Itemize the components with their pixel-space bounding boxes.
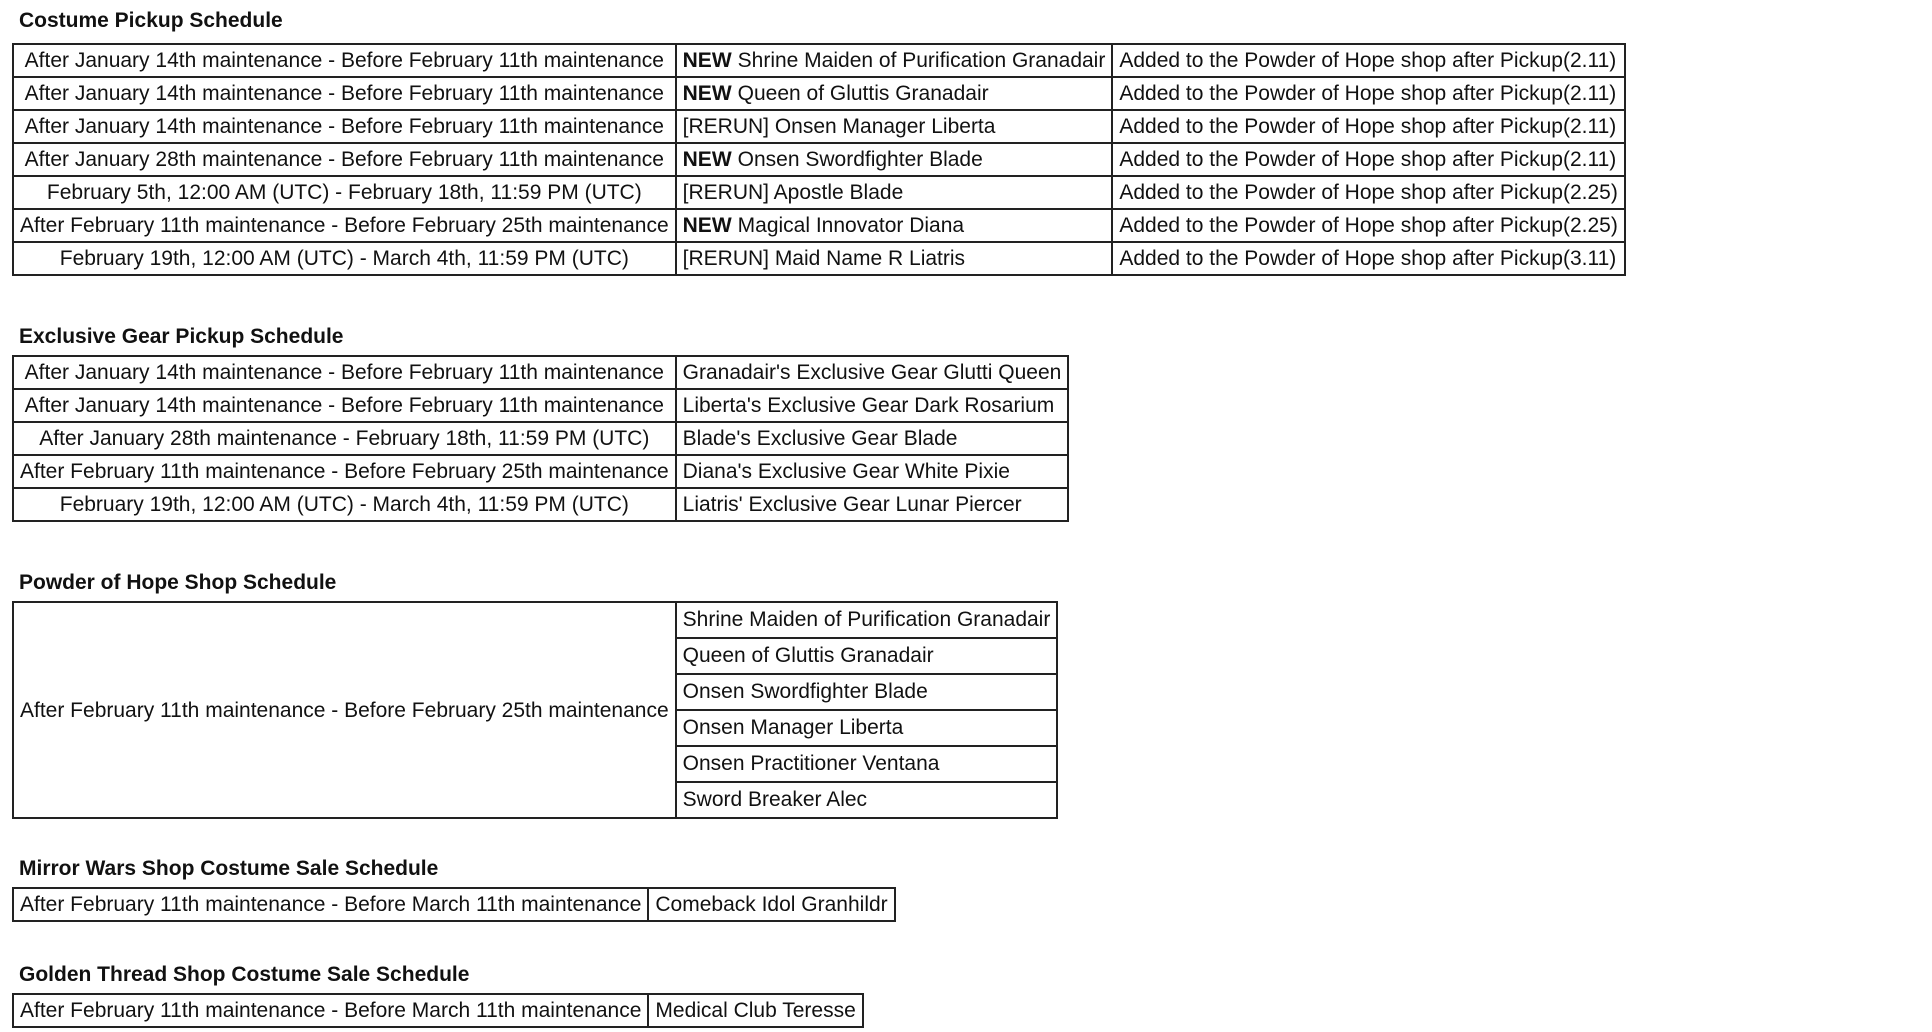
costume-name-cell — [676, 77, 1113, 110]
gear-name-cell: Liberta's Exclusive Gear Dark Rosarium — [676, 389, 1069, 422]
note-cell: Added to the Powder of Hope shop after Pickup(2.25) — [1112, 209, 1624, 242]
table-row — [13, 602, 1057, 638]
note-cell: Added to the Powder of Hope shop after Pickup(2.11) — [1112, 44, 1624, 77]
costume-name: [RERUN] Maid Name R Liatris — [682, 247, 966, 270]
period-cell: After January 14th maintenance - Before February 11th maintenance — [13, 44, 676, 77]
costume-name-cell — [676, 110, 1113, 143]
section-title: Costume Pickup Schedule — [19, 9, 283, 32]
table-row — [13, 176, 1625, 209]
costume-name-cell — [676, 176, 1113, 209]
costume-name-cell — [676, 143, 1113, 176]
period-cell: After January 14th maintenance - Before February 11th maintenance — [13, 389, 676, 422]
note-cell: Added to the Powder of Hope shop after Pickup(2.25) — [1112, 176, 1624, 209]
table-row — [13, 422, 1068, 455]
period-cell: After January 28th maintenance - February 18th, 11:59 PM (UTC) — [13, 422, 676, 455]
mirror-wars-table — [12, 887, 896, 922]
costume-name: [RERUN] Apostle Blade — [682, 181, 904, 204]
period-cell: After February 11th maintenance - Before March 11th maintenance — [13, 888, 648, 921]
costume-name: [RERUN] Onsen Manager Liberta — [682, 115, 996, 138]
table-row — [13, 488, 1068, 521]
gear-name-cell: Granadair's Exclusive Gear Glutti Queen — [676, 356, 1069, 389]
gear-pickup-table — [12, 355, 1069, 522]
gear-name-cell: Liatris' Exclusive Gear Lunar Piercer — [676, 488, 1069, 521]
new-badge: NEW — [682, 49, 732, 72]
hope-shop-table — [12, 601, 1058, 819]
costume-name-cell — [676, 242, 1113, 275]
table-row — [13, 455, 1068, 488]
table-row — [13, 888, 895, 921]
note-cell: Added to the Powder of Hope shop after Pickup(2.11) — [1112, 110, 1624, 143]
period-cell: After February 11th maintenance - Before February 25th maintenance — [13, 209, 676, 242]
table-row — [13, 994, 863, 1027]
note-cell: Added to the Powder of Hope shop after Pickup(2.11) — [1112, 143, 1624, 176]
table-row — [13, 77, 1625, 110]
table-row — [13, 44, 1625, 77]
period-cell: After February 11th maintenance - Before March 11th maintenance — [13, 994, 648, 1027]
table-row — [13, 143, 1625, 176]
shop-item-cell: Onsen Swordfighter Blade — [676, 674, 1058, 710]
table-row — [13, 209, 1625, 242]
section-title: Exclusive Gear Pickup Schedule — [19, 325, 344, 348]
period-cell: February 5th, 12:00 AM (UTC) - February 18th, 11:59 PM (UTC) — [13, 176, 676, 209]
table-row — [13, 110, 1625, 143]
new-badge: NEW — [682, 82, 732, 105]
shop-item-cell: Queen of Gluttis Granadair — [676, 638, 1058, 674]
costume-pickup-table — [12, 43, 1626, 276]
gear-name-cell: Blade's Exclusive Gear Blade — [676, 422, 1069, 455]
shop-item-cell: Shrine Maiden of Purification Granadair — [676, 602, 1058, 638]
note-cell: Added to the Powder of Hope shop after Pickup(3.11) — [1112, 242, 1624, 275]
section-title: Golden Thread Shop Costume Sale Schedule — [19, 963, 470, 986]
shop-item-cell: Sword Breaker Alec — [676, 782, 1058, 818]
period-cell: After January 14th maintenance - Before February 11th maintenance — [13, 77, 676, 110]
item-cell: Comeback Idol Granhildr — [648, 888, 894, 921]
costume-name-cell — [676, 209, 1113, 242]
costume-name: Queen of Gluttis Granadair — [737, 82, 989, 105]
table-row — [13, 356, 1068, 389]
gear-name-cell: Diana's Exclusive Gear White Pixie — [676, 455, 1069, 488]
period-cell: After February 11th maintenance - Before February 25th maintenance — [13, 455, 676, 488]
note-cell: Added to the Powder of Hope shop after Pickup(2.11) — [1112, 77, 1624, 110]
shop-item-cell: Onsen Practitioner Ventana — [676, 746, 1058, 782]
period-cell: February 19th, 12:00 AM (UTC) - March 4th, 11:59 PM (UTC) — [13, 242, 676, 275]
golden-thread-table — [12, 993, 864, 1028]
period-cell: After January 28th maintenance - Before February 11th maintenance — [13, 143, 676, 176]
costume-name: Shrine Maiden of Purification Granadair — [737, 49, 1106, 72]
new-badge: NEW — [682, 214, 732, 237]
period-cell: After January 14th maintenance - Before February 11th maintenance — [13, 110, 676, 143]
table-row — [13, 242, 1625, 275]
period-cell: After February 11th maintenance - Before February 25th maintenance — [13, 602, 676, 818]
period-cell: February 19th, 12:00 AM (UTC) - March 4th, 11:59 PM (UTC) — [13, 488, 676, 521]
section-title: Mirror Wars Shop Costume Sale Schedule — [19, 857, 439, 880]
costume-name-cell — [676, 44, 1113, 77]
table-row — [13, 389, 1068, 422]
period-cell: After January 14th maintenance - Before February 11th maintenance — [13, 356, 676, 389]
costume-name: Onsen Swordfighter Blade — [737, 148, 983, 171]
shop-item-cell: Onsen Manager Liberta — [676, 710, 1058, 746]
costume-name: Magical Innovator Diana — [737, 214, 965, 237]
new-badge: NEW — [682, 148, 732, 171]
item-cell: Medical Club Teresse — [648, 994, 862, 1027]
section-title: Powder of Hope Shop Schedule — [19, 571, 337, 594]
